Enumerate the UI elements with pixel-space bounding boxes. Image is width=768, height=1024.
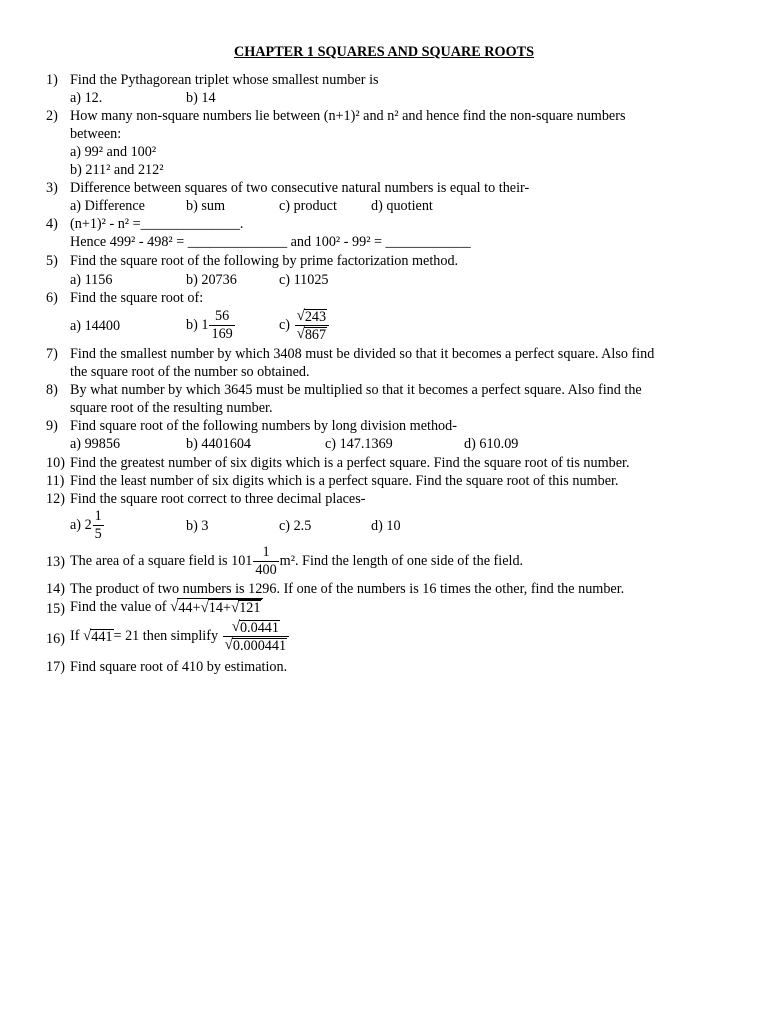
question-text: How many non-square numbers lie between (n+1)² and n² and hence find the non-square numbers xyxy=(70,108,626,124)
radical-sign-icon: √ xyxy=(224,637,233,653)
option-b: b) 14 xyxy=(186,90,216,106)
fraction-numerator: 56 xyxy=(215,308,230,324)
question-number: 1) xyxy=(46,72,58,88)
option-a xyxy=(70,508,105,543)
radicand-term: 14 xyxy=(208,600,223,616)
option-c: c) 11025 xyxy=(279,272,329,288)
radicand: 121 xyxy=(239,600,261,616)
fraction-numerator xyxy=(295,308,330,325)
question-text-middle: = 21 then simplify xyxy=(113,627,219,644)
question-number: 8) xyxy=(46,382,58,398)
question-text: Find the least number of six digits which is a perfect square. Find the square root of this number. xyxy=(70,473,619,489)
question-text-start: If xyxy=(70,627,80,644)
fraction-numerator xyxy=(230,619,282,636)
option-c: c) 147.1369 xyxy=(325,436,393,452)
question-number: 12) xyxy=(46,491,65,507)
fraction xyxy=(223,619,289,654)
fraction-denominator xyxy=(223,636,289,654)
question-text: Find square root of 410 by estimation. xyxy=(70,659,288,675)
fraction-denominator: 400 xyxy=(255,562,277,578)
fraction xyxy=(93,508,104,543)
question-number: 14) xyxy=(46,581,65,597)
option-b: b) sum xyxy=(186,198,226,214)
option-b-whole: b) 1 xyxy=(186,316,209,333)
question-text: The product of two numbers is 1296. If one of the numbers is 16 times the other, find the number. xyxy=(70,581,625,597)
option-a: a) 14400 xyxy=(70,318,121,334)
radicand xyxy=(177,598,263,616)
question-number: 4) xyxy=(46,216,58,232)
question-text: Find square root of the following numbers by long division method- xyxy=(70,418,457,434)
question-text: Find the square root of the following by prime factorization method. xyxy=(70,253,459,269)
question-number: 9) xyxy=(46,418,58,434)
question-number: 6) xyxy=(46,290,58,306)
radical-sign-icon: √ xyxy=(231,619,240,635)
question-text xyxy=(70,598,263,616)
plus-sign: + xyxy=(222,600,231,616)
fraction-denominator: 169 xyxy=(211,326,233,342)
option-d: d) 610.09 xyxy=(464,436,519,452)
option-b xyxy=(186,308,236,343)
radicand: 0.0441 xyxy=(239,620,279,636)
fraction xyxy=(295,308,330,343)
fraction-numerator: 1 xyxy=(262,544,270,560)
option-b: b) 211² and 212² xyxy=(70,162,164,178)
question-text: (n+1)² - n² =______________. xyxy=(70,216,244,232)
fraction xyxy=(253,544,278,579)
plus-sign: + xyxy=(192,600,201,616)
question-number: 15) xyxy=(46,601,65,617)
question-text: Find the greatest number of six digits which is a perfect square. Find the square root of tis number. xyxy=(70,455,630,471)
square-root xyxy=(297,308,328,325)
question-text: Find the square root correct to three decimal places- xyxy=(70,491,366,507)
option-b: b) 3 xyxy=(186,518,209,534)
fraction xyxy=(209,308,234,343)
radicand-term: 44 xyxy=(178,600,193,616)
question-number: 2) xyxy=(46,108,58,124)
radical-sign-icon: √ xyxy=(83,627,92,644)
option-b: b) 20736 xyxy=(186,272,237,288)
option-c-label: c) xyxy=(279,316,291,333)
radical-sign-icon: √ xyxy=(296,326,305,342)
option-a-whole: a) 2 xyxy=(70,516,92,533)
question-number: 17) xyxy=(46,659,65,675)
option-b: b) 4401604 xyxy=(186,436,252,452)
question-number: 7) xyxy=(46,346,58,362)
question-number: 13) xyxy=(46,554,65,570)
square-root xyxy=(232,619,280,636)
radical-sign-icon: √ xyxy=(200,600,209,616)
square-root xyxy=(83,627,114,645)
question-text: By what number by which 3645 must be multiplied so that it becomes a perfect square. Also find the xyxy=(70,382,642,398)
option-c: c) 2.5 xyxy=(279,518,312,534)
option-a: a) 12. xyxy=(70,90,103,106)
question-text xyxy=(70,619,290,654)
question-text-end: m². Find the length of one side of the field. xyxy=(279,552,524,569)
question-number: 11) xyxy=(46,473,65,489)
option-c: c) product xyxy=(279,198,337,214)
option-a: a) 1156 xyxy=(70,272,113,288)
radicand: 243 xyxy=(304,309,327,325)
square-root xyxy=(170,598,263,616)
square-root xyxy=(297,326,328,343)
radicand: 867 xyxy=(304,327,327,343)
question-number: 16) xyxy=(46,631,65,647)
fraction-numerator: 1 xyxy=(94,508,102,524)
radicand: 0.000441 xyxy=(232,638,287,654)
question-text-continued: between: xyxy=(70,126,122,142)
fraction-denominator: 5 xyxy=(94,526,102,542)
question-text: Difference between squares of two consecutive natural numbers is equal to their- xyxy=(70,180,530,196)
question-number: 3) xyxy=(46,180,58,196)
radical-sign-icon: √ xyxy=(296,308,305,324)
option-c xyxy=(279,308,330,343)
radicand: 441 xyxy=(91,628,113,645)
option-d: d) quotient xyxy=(371,198,433,214)
option-a: a) 99856 xyxy=(70,436,121,452)
square-root xyxy=(201,599,263,616)
question-text: Find the Pythagorean triplet whose smallest number is xyxy=(70,72,379,88)
question-text xyxy=(70,544,523,579)
option-a: a) Difference xyxy=(70,198,145,214)
question-text-continued: square root of the resulting number. xyxy=(70,400,273,416)
square-root xyxy=(225,637,287,654)
radicand xyxy=(208,599,263,616)
question-text-continued: Hence 499² - 498² = ______________ and 100² - 99² = ____________ xyxy=(70,234,471,250)
question-text-start: The area of a square field is 101 xyxy=(70,552,253,569)
radical-sign-icon: √ xyxy=(170,599,179,615)
square-root xyxy=(231,600,262,616)
question-text-continued: the square root of the number so obtained. xyxy=(70,364,310,380)
option-a: a) 99² and 100² xyxy=(70,144,157,160)
radical-sign-icon: √ xyxy=(230,600,240,616)
fraction-denominator xyxy=(295,325,330,343)
page-title: CHAPTER 1 SQUARES AND SQUARE ROOTS xyxy=(234,44,534,60)
question-number: 5) xyxy=(46,253,58,269)
question-text-start: Find the value of xyxy=(70,599,167,615)
option-d: d) 10 xyxy=(371,518,401,534)
question-text: Find the smallest number by which 3408 must be divided so that it becomes a perfect square. Also find xyxy=(70,346,655,362)
question-text: Find the square root of: xyxy=(70,290,204,306)
question-number: 10) xyxy=(46,455,65,471)
